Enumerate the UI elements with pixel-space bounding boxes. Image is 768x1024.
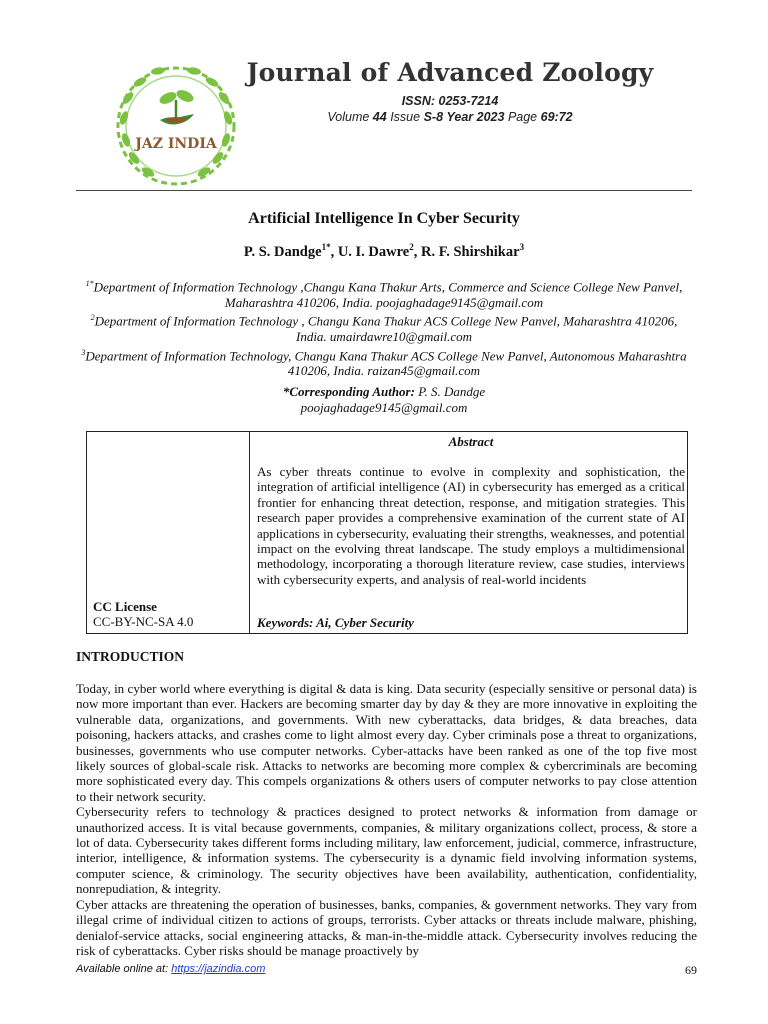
affiliation-text: Department of Information Technology, Changu Kana Thakur ACS College New Panvel, Autonomous Maharashtra 410206, India. raizan45@gmail.com [85, 347, 687, 379]
journal-title: Journal of Advanced Zoology [246, 58, 654, 87]
affiliation-mark: 3 [81, 347, 86, 357]
keywords: Keywords: Ai, Cyber Security [257, 615, 414, 630]
journal-link[interactable]: https://jazindia.com [171, 963, 266, 975]
page-number: 69 [685, 963, 697, 977]
available-label: Available online at: [76, 963, 169, 975]
paragraph: Cyber attacks are threatening the operation of businesses, banks, companies, & government networks. They vary from illegal crime of individual citizen to actions of groups, terrorists. Cyber attacks or threats include malware, phishing, denialof-service attacks, social engineering attacks, & man-in-the-middle attack. Cybersecurity involves reducing the risk of cyberattacks. Cyber risks should be manage proactively by [76, 896, 697, 958]
author-mark: 3 [519, 242, 525, 252]
corresponding-label: *Corresponding Author: [282, 384, 415, 399]
affiliation [78, 310, 690, 344]
author-name: U. I. Dawre [337, 243, 410, 260]
year: 2023 [476, 110, 505, 124]
abstract-cell [257, 432, 685, 633]
section-heading: INTRODUCTION [76, 649, 185, 664]
abstract-table [86, 431, 688, 634]
affiliation-text: Department of Information Technology , Changu Kana Thakur ACS College New Panvel, Maharashtra 410206, India. umairdawre10@gmail.com [94, 313, 678, 345]
table-divider [249, 432, 250, 633]
seedling-hand-icon [158, 88, 196, 125]
paragraph: Today, in cyber world where everything is digital & data is king. Data security (especially sensitive or personal data) is now more important than ever. Hackers are becoming smarter day by day & they are more innovative in exploiting the vulnerable data, organizations, and governments. With new cyberattacks, data bridges, & data breaches, data poisoning, hackers attacks, and crashes come to light almost every day. Cyber criminals pose a threat to organizations, businesses, governments who use computer networks. Cyber-attacks have been ranked as one of the top five most likely sources of global-scale risk. Attacks to networks are becoming more complex & cybercriminals are becoming more sophisticated every day. This compels organizations & others users of computer networks to pay close attention to their network security. [76, 681, 697, 804]
license-cell [93, 599, 193, 629]
paper-title: Artificial Intelligence In Cyber Security [248, 210, 520, 227]
volume-label: Volume [327, 110, 370, 124]
affiliations [78, 276, 690, 379]
page-range: 69:72 [540, 110, 573, 124]
footer-availability [76, 963, 265, 975]
issue-number: S-8 [423, 110, 444, 124]
logo-text: JAZ INDIA [135, 136, 217, 152]
introduction-body [76, 681, 697, 958]
affiliation-mark: 1* [85, 279, 94, 288]
author-separator: , [413, 243, 421, 260]
issn: ISSN: 0253-7214 [401, 94, 499, 108]
affiliation [78, 345, 690, 379]
paragraph: Cybersecurity refers to technology & practices designed to protect networks & information from damage or unauthorized access. It is vital because governments, companies, & military organizations collect, process, & store a lot of data. Cybersecurity takes different forms including military, law enforcement, judicial, commerce, infrastructure, interior, intelligence, & information systems. The cybersecurity is a dynamic field involving information systems, computer science, & criminology. The security objectives have been availability, authentication, confidentiality, nonrepudiation, & integrity. [76, 804, 697, 897]
page-label: Page [507, 110, 538, 124]
author-name: P. S. Dandge [243, 243, 322, 260]
volume-number: 44 [372, 110, 387, 124]
header-divider [76, 190, 692, 191]
affiliation [78, 276, 690, 310]
abstract-text: As cyber threats continue to evolve in complexity and sophistication, the integration of artificial intelligence (AI) in cybersecurity has emerged as a critical frontier for enhancing threat detection, response, and mitigation strategies. This research paper provides a comprehensive examination of the current state of AI applications in cybersecurity, evaluating their strengths, weaknesses, and potential impact on the evolving threat landscape. The study employs a multidimensional methodology, incorporating a thorough literature review, case studies, interviews with cybersecurity experts, and analysis of real-world incidents [257, 464, 685, 587]
affiliation-text: Department of Information Technology ,Changu Kana Thakur Arts, Commerce and Science College New Panvel, Maharashtra 410206, India. poojaghadage9145@gmail.com [93, 279, 683, 310]
issue-label: Issue [390, 110, 421, 124]
author-mark: 2 [409, 242, 414, 252]
corresponding-email: poojaghadage9145@gmail.com [300, 400, 468, 415]
year-label: Year [446, 110, 474, 124]
jaz-india-logo [108, 58, 244, 194]
license-heading: CC License [93, 599, 157, 614]
corresponding-name: P. S. Dandge [418, 384, 486, 399]
author-mark: 1* [321, 242, 331, 252]
abstract-heading: Abstract [448, 434, 494, 449]
affiliation-mark: 2 [90, 313, 95, 323]
volume-line [240, 110, 660, 124]
author-name: R. F. Shirshikar [420, 243, 520, 260]
author-list [76, 242, 692, 261]
laurel-ring [118, 66, 234, 184]
author-separator: , [330, 243, 338, 260]
logo-graphic [108, 58, 244, 194]
corresponding-author [76, 384, 692, 416]
license-value: CC-BY-NC-SA 4.0 [93, 614, 194, 629]
